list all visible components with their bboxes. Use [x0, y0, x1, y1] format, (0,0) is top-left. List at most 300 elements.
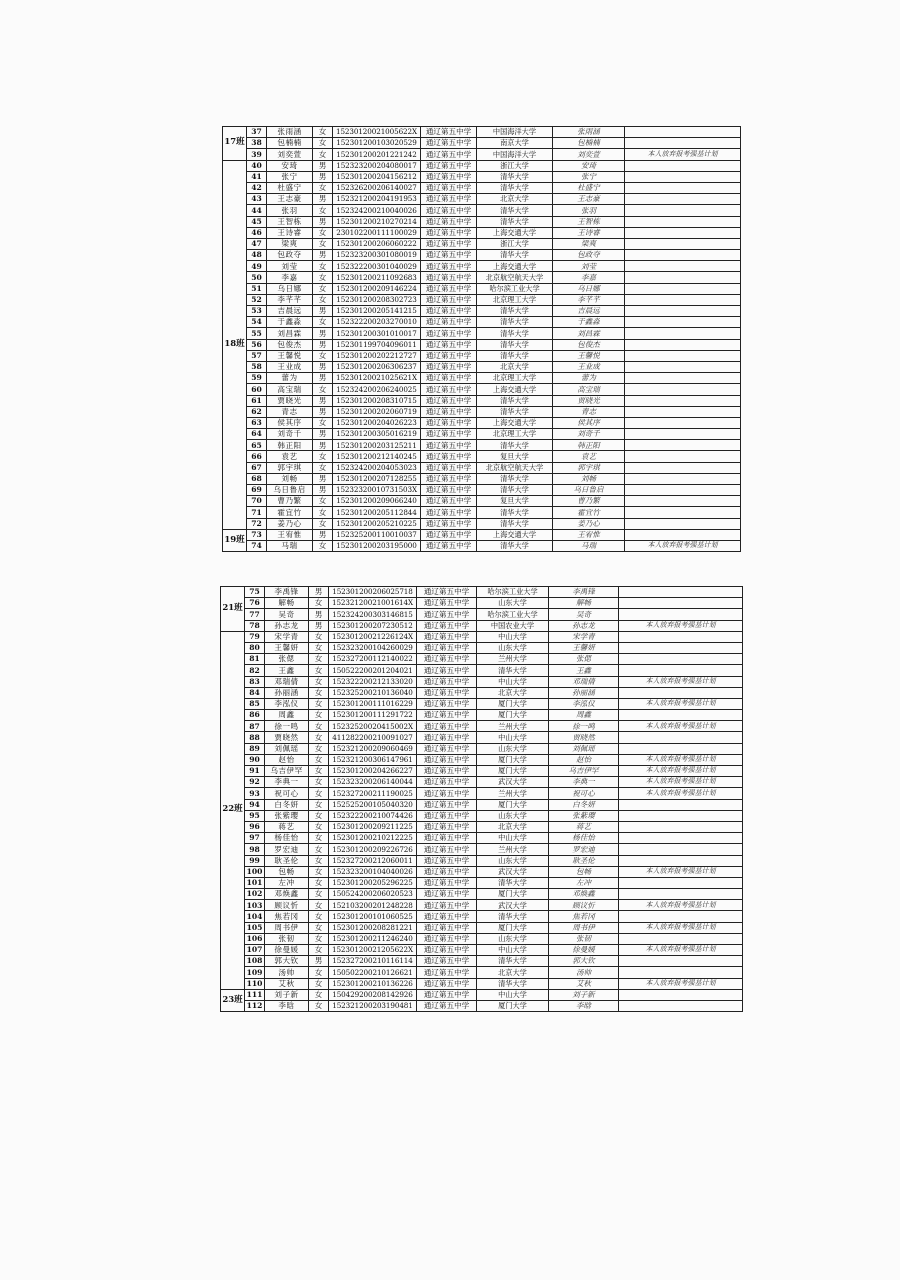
class-label: 19班 — [223, 529, 247, 551]
school-name: 通辽第五中学 — [417, 855, 477, 866]
table-row — [223, 485, 741, 496]
signature: 耿圣伦 — [549, 855, 619, 866]
school-name: 通辽第五中学 — [417, 642, 477, 653]
school-name: 通辽第五中学 — [421, 361, 477, 372]
university: 北京理工大学 — [477, 429, 553, 440]
school-name: 通辽第五中学 — [421, 194, 477, 205]
remark — [619, 911, 743, 922]
university: 上海交通大学 — [477, 417, 553, 428]
university: 清华大学 — [477, 473, 553, 484]
table-row — [223, 496, 741, 507]
university: 山东大学 — [477, 933, 549, 944]
gender: 女 — [309, 788, 329, 799]
table-row — [223, 171, 741, 182]
signature: 张雨涵 — [553, 127, 625, 138]
university: 清华大学 — [477, 518, 553, 529]
gender: 女 — [309, 631, 329, 642]
school-name: 通辽第五中学 — [417, 989, 477, 1000]
signature: 刘子新 — [549, 989, 619, 1000]
table-row — [221, 821, 743, 832]
remark — [625, 429, 741, 440]
table-row — [221, 877, 743, 888]
signature: 刘奇千 — [553, 429, 625, 440]
roster-table-upper — [222, 126, 741, 552]
school-name: 通辽第五中学 — [421, 384, 477, 395]
student-name: 王鑫 — [265, 665, 309, 676]
school-name: 通辽第五中学 — [421, 138, 477, 149]
table-row — [221, 732, 743, 743]
university: 清华大学 — [477, 978, 549, 989]
school-name: 通辽第五中学 — [421, 429, 477, 440]
school-name: 通辽第五中学 — [421, 216, 477, 227]
id-number: 15230120021205622X — [329, 945, 417, 956]
school-name: 通辽第五中学 — [417, 810, 477, 821]
university: 厦门大学 — [477, 889, 549, 900]
school-name: 通辽第五中学 — [417, 889, 477, 900]
table-row — [221, 933, 743, 944]
table-row — [221, 687, 743, 698]
remark — [625, 462, 741, 473]
signature: 李禹锋 — [549, 587, 619, 598]
university: 中山大学 — [477, 676, 549, 687]
signature: 汤帅 — [549, 967, 619, 978]
remark — [619, 710, 743, 721]
gender: 男 — [313, 529, 333, 540]
signature: 郭大钦 — [549, 956, 619, 967]
remark — [625, 518, 741, 529]
remark — [625, 160, 741, 171]
row-number: 89 — [245, 743, 265, 754]
row-number: 54 — [247, 317, 267, 328]
university: 复旦大学 — [477, 451, 553, 462]
row-number: 45 — [247, 216, 267, 227]
signature: 张羽 — [553, 205, 625, 216]
remark — [625, 485, 741, 496]
remark — [625, 417, 741, 428]
signature: 侯其序 — [553, 417, 625, 428]
school-name: 通辽第五中学 — [417, 766, 477, 777]
id-number: 152301200210270214 — [333, 216, 421, 227]
signature: 张韧 — [549, 933, 619, 944]
id-number: 152301200205210225 — [333, 518, 421, 529]
remark — [625, 216, 741, 227]
row-number: 56 — [247, 339, 267, 350]
school-name: 通辽第五中学 — [417, 911, 477, 922]
table-row — [223, 518, 741, 529]
student-name: 乌日娜 — [267, 283, 313, 294]
id-number: 152301200204026223 — [333, 417, 421, 428]
remark: 本人放弃报考强基计划 — [625, 149, 741, 160]
school-name: 通辽第五中学 — [421, 529, 477, 540]
student-name: 乌吉伊罕 — [265, 766, 309, 777]
id-number: 152301200209146224 — [333, 283, 421, 294]
id-number: 152323200104040026 — [329, 866, 417, 877]
remark — [625, 205, 741, 216]
school-name: 通辽第五中学 — [421, 317, 477, 328]
table-row — [221, 844, 743, 855]
signature: 刘畅 — [553, 473, 625, 484]
remark — [619, 654, 743, 665]
gender: 女 — [313, 238, 333, 249]
gender: 女 — [313, 462, 333, 473]
signature: 包政夺 — [553, 250, 625, 261]
school-name: 通辽第五中学 — [421, 283, 477, 294]
university: 厦门大学 — [477, 799, 549, 810]
gender: 女 — [313, 227, 333, 238]
university: 兰州大学 — [477, 844, 549, 855]
gender: 男 — [313, 171, 333, 182]
id-number: 152301200203195000 — [333, 540, 421, 551]
school-name: 通辽第五中学 — [417, 598, 477, 609]
university: 上海交通大学 — [477, 261, 553, 272]
gender: 女 — [313, 272, 333, 283]
table-row — [221, 721, 743, 732]
table-row — [223, 306, 741, 317]
gender: 男 — [309, 620, 329, 631]
id-number: 152322200203270010 — [333, 317, 421, 328]
university: 清华大学 — [477, 440, 553, 451]
table-row — [223, 417, 741, 428]
table-row — [221, 587, 743, 598]
school-name: 通辽第五中学 — [421, 440, 477, 451]
row-number: 73 — [247, 529, 267, 540]
school-name: 通辽第五中学 — [417, 587, 477, 598]
signature: 贾晓然 — [549, 732, 619, 743]
student-name: 李嘉 — [267, 272, 313, 283]
signature: 解畅 — [549, 598, 619, 609]
school-name: 通辽第五中学 — [421, 339, 477, 350]
id-number: 152301200204156212 — [333, 171, 421, 182]
remark: 本人放弃报考强基计划 — [619, 900, 743, 911]
table-row — [221, 1000, 743, 1011]
signature: 孙丽涵 — [549, 687, 619, 698]
gender: 女 — [313, 205, 333, 216]
signature: 吉晨远 — [553, 306, 625, 317]
remark — [619, 989, 743, 1000]
gender: 男 — [313, 373, 333, 384]
gender: 女 — [309, 665, 329, 676]
gender: 女 — [313, 149, 333, 160]
signature: 青志 — [553, 406, 625, 417]
id-number: 152301200210136226 — [329, 978, 417, 989]
id-number: 152301200202060719 — [333, 406, 421, 417]
signature: 李典一 — [549, 777, 619, 788]
signature: 焦若冈 — [549, 911, 619, 922]
university: 清华大学 — [477, 328, 553, 339]
school-name: 通辽第五中学 — [421, 473, 477, 484]
remark: 本人放弃报考强基计划 — [619, 698, 743, 709]
id-number: 152301200101060525 — [329, 911, 417, 922]
remark — [619, 810, 743, 821]
table-row — [223, 529, 741, 540]
id-number: 152322200212133020 — [329, 676, 417, 687]
student-name: 徐曼媛 — [265, 945, 309, 956]
row-number: 51 — [247, 283, 267, 294]
university: 清华大学 — [477, 507, 553, 518]
university: 北京大学 — [477, 821, 549, 832]
row-number: 96 — [245, 821, 265, 832]
signature: 霍宜竹 — [553, 507, 625, 518]
university: 哈尔滨工业大学 — [477, 587, 549, 598]
remark — [625, 395, 741, 406]
university: 中山大学 — [477, 945, 549, 956]
table-row — [223, 238, 741, 249]
signature: 刘莹 — [553, 261, 625, 272]
remark — [619, 665, 743, 676]
id-number: 152321200306147961 — [329, 754, 417, 765]
remark — [625, 339, 741, 350]
gender: 男 — [309, 956, 329, 967]
school-name: 通辽第五中学 — [417, 788, 477, 799]
table-row — [221, 900, 743, 911]
university: 浙江大学 — [477, 238, 553, 249]
student-name: 刘佩瑶 — [265, 743, 309, 754]
table-row — [223, 350, 741, 361]
table-row — [221, 866, 743, 877]
row-number: 61 — [247, 395, 267, 406]
university: 北京大学 — [477, 967, 549, 978]
school-name: 通辽第五中学 — [417, 833, 477, 844]
remark: 本人放弃报考强基计划 — [619, 777, 743, 788]
signature: 王宥惟 — [553, 529, 625, 540]
remark — [625, 317, 741, 328]
table-row — [221, 766, 743, 777]
remark — [625, 350, 741, 361]
gender: 女 — [309, 855, 329, 866]
id-number: 152321200209060469 — [329, 743, 417, 754]
school-name: 通辽第五中学 — [421, 451, 477, 462]
university: 哈尔滨工业大学 — [477, 609, 549, 620]
row-number: 55 — [247, 328, 267, 339]
id-number: 15232120021001614X — [329, 598, 417, 609]
table-row — [221, 698, 743, 709]
remark: 本人放弃报考强基计划 — [619, 766, 743, 777]
signature: 包俊杰 — [553, 339, 625, 350]
signature: 郭宇琪 — [553, 462, 625, 473]
gender: 女 — [309, 833, 329, 844]
row-number: 69 — [247, 485, 267, 496]
school-name: 通辽第五中学 — [421, 507, 477, 518]
row-number: 109 — [245, 967, 265, 978]
gender: 女 — [313, 540, 333, 551]
university: 山东大学 — [477, 598, 549, 609]
gender: 女 — [309, 777, 329, 788]
remark — [625, 238, 741, 249]
gender: 女 — [309, 654, 329, 665]
row-number: 97 — [245, 833, 265, 844]
student-name: 张紫璎 — [265, 810, 309, 821]
id-number: 152301200305016219 — [333, 429, 421, 440]
id-number: 152301200201221242 — [333, 149, 421, 160]
id-number: 152301200202212727 — [333, 350, 421, 361]
school-name: 通辽第五中学 — [417, 1000, 477, 1011]
university: 清华大学 — [477, 956, 549, 967]
school-name: 通辽第五中学 — [417, 945, 477, 956]
gender: 女 — [309, 967, 329, 978]
signature: 刘昌霖 — [553, 328, 625, 339]
student-name: 张偲 — [265, 654, 309, 665]
table-row — [223, 182, 741, 193]
remark: 本人放弃报考强基计划 — [619, 788, 743, 799]
school-name: 通辽第五中学 — [421, 518, 477, 529]
class-label: 18班 — [223, 160, 247, 529]
student-name: 左冲 — [265, 877, 309, 888]
signature: 左冲 — [549, 877, 619, 888]
id-number: 152322200301040029 — [333, 261, 421, 272]
university: 清华大学 — [477, 665, 549, 676]
id-number: 15230120021226124X — [329, 631, 417, 642]
university: 复旦大学 — [477, 496, 553, 507]
university: 兰州大学 — [477, 788, 549, 799]
class-label: 21班 — [221, 587, 245, 632]
table-row — [223, 384, 741, 395]
student-name: 祝可心 — [265, 788, 309, 799]
id-number: 152301200206025718 — [329, 587, 417, 598]
student-name: 顾议忻 — [265, 900, 309, 911]
gender: 女 — [313, 283, 333, 294]
row-number: 44 — [247, 205, 267, 216]
university: 武汉大学 — [477, 777, 549, 788]
remark — [625, 250, 741, 261]
signature: 罗宏迪 — [549, 844, 619, 855]
table-row — [223, 227, 741, 238]
university: 上海交通大学 — [477, 529, 553, 540]
school-name: 通辽第五中学 — [421, 540, 477, 551]
student-name: 包俊杰 — [267, 339, 313, 350]
remark: 本人放弃报考强基计划 — [619, 978, 743, 989]
table-row — [223, 328, 741, 339]
gender: 女 — [309, 844, 329, 855]
table-row — [223, 540, 741, 551]
signature: 王诗睿 — [553, 227, 625, 238]
table-row — [221, 989, 743, 1000]
gender: 女 — [309, 721, 329, 732]
student-name: 李芊芊 — [267, 294, 313, 305]
signature: 蒋艺 — [549, 821, 619, 832]
row-number: 82 — [245, 665, 265, 676]
row-number: 92 — [245, 777, 265, 788]
remark — [619, 732, 743, 743]
school-name: 通辽第五中学 — [421, 462, 477, 473]
gender: 女 — [309, 743, 329, 754]
remark — [625, 194, 741, 205]
class-label: 22班 — [221, 631, 245, 989]
id-number: 150429200208142926 — [329, 989, 417, 1000]
gender: 男 — [313, 361, 333, 372]
signature: 杨佳怡 — [549, 833, 619, 844]
student-name: 高宝瑞 — [267, 384, 313, 395]
school-name: 通辽第五中学 — [421, 350, 477, 361]
remark — [619, 631, 743, 642]
remark — [625, 440, 741, 451]
remark: 本人放弃报考强基计划 — [619, 620, 743, 631]
signature: 李泓仪 — [549, 698, 619, 709]
id-number: 152301200206306237 — [333, 361, 421, 372]
remark: 本人放弃报考强基计划 — [625, 540, 741, 551]
row-number: 65 — [247, 440, 267, 451]
row-number: 43 — [247, 194, 267, 205]
row-number: 95 — [245, 810, 265, 821]
signature: 徐一鸣 — [549, 721, 619, 732]
id-number: 152323200301080019 — [333, 250, 421, 261]
table-row — [223, 395, 741, 406]
signature: 刘佩瑶 — [549, 743, 619, 754]
school-name: 通辽第五中学 — [421, 272, 477, 283]
school-name: 通辽第五中学 — [417, 956, 477, 967]
remark — [619, 821, 743, 832]
gender: 男 — [309, 609, 329, 620]
university: 清华大学 — [477, 877, 549, 888]
student-name: 李晗 — [265, 1000, 309, 1011]
remark — [625, 361, 741, 372]
student-name: 杨佳怡 — [265, 833, 309, 844]
table-row — [221, 620, 743, 631]
signature: 王志豪 — [553, 194, 625, 205]
university: 清华大学 — [477, 485, 553, 496]
school-name: 通辽第五中学 — [421, 417, 477, 428]
signature: 张偲 — [549, 654, 619, 665]
id-number: 152301200208302723 — [333, 294, 421, 305]
school-name: 通辽第五中学 — [417, 922, 477, 933]
remark — [625, 138, 741, 149]
table-row — [223, 127, 741, 138]
table-row — [221, 833, 743, 844]
university: 北京航空航天大学 — [477, 462, 553, 473]
remark — [625, 496, 741, 507]
student-name: 张羽 — [267, 205, 313, 216]
signature: 王鑫 — [549, 665, 619, 676]
school-name: 通辽第五中学 — [421, 406, 477, 417]
school-name: 通辽第五中学 — [421, 238, 477, 249]
table-row — [223, 138, 741, 149]
id-number: 152301200209211225 — [329, 821, 417, 832]
student-name: 姜乃心 — [267, 518, 313, 529]
table-row — [223, 216, 741, 227]
table-row — [221, 889, 743, 900]
row-number: 50 — [247, 272, 267, 283]
student-name: 焦若冈 — [265, 911, 309, 922]
id-number: 152301200207128255 — [333, 473, 421, 484]
gender: 男 — [313, 440, 333, 451]
row-number: 59 — [247, 373, 267, 384]
school-name: 通辽第五中学 — [421, 294, 477, 305]
university: 中山大学 — [477, 631, 549, 642]
table-row — [223, 462, 741, 473]
class-label: 23班 — [221, 989, 245, 1011]
id-number: 152324200210040026 — [333, 205, 421, 216]
gender: 女 — [309, 754, 329, 765]
signature: 李嘉 — [553, 272, 625, 283]
gender: 男 — [313, 216, 333, 227]
signature: 张宁 — [553, 171, 625, 182]
id-number: 152301200211246240 — [329, 933, 417, 944]
student-name: 罗宏迪 — [265, 844, 309, 855]
row-number: 87 — [245, 721, 265, 732]
signature: 王智栋 — [553, 216, 625, 227]
student-name: 李禹锋 — [265, 587, 309, 598]
university: 山东大学 — [477, 642, 549, 653]
id-number: 152301200212140245 — [333, 451, 421, 462]
remark — [625, 272, 741, 283]
gender: 女 — [313, 317, 333, 328]
table-row — [221, 665, 743, 676]
id-number: 152322200210074426 — [329, 810, 417, 821]
id-number: 152301200111291722 — [329, 710, 417, 721]
signature: 马瑞 — [553, 540, 625, 551]
table-row — [221, 754, 743, 765]
university: 厦门大学 — [477, 1000, 549, 1011]
student-name: 李典一 — [265, 777, 309, 788]
